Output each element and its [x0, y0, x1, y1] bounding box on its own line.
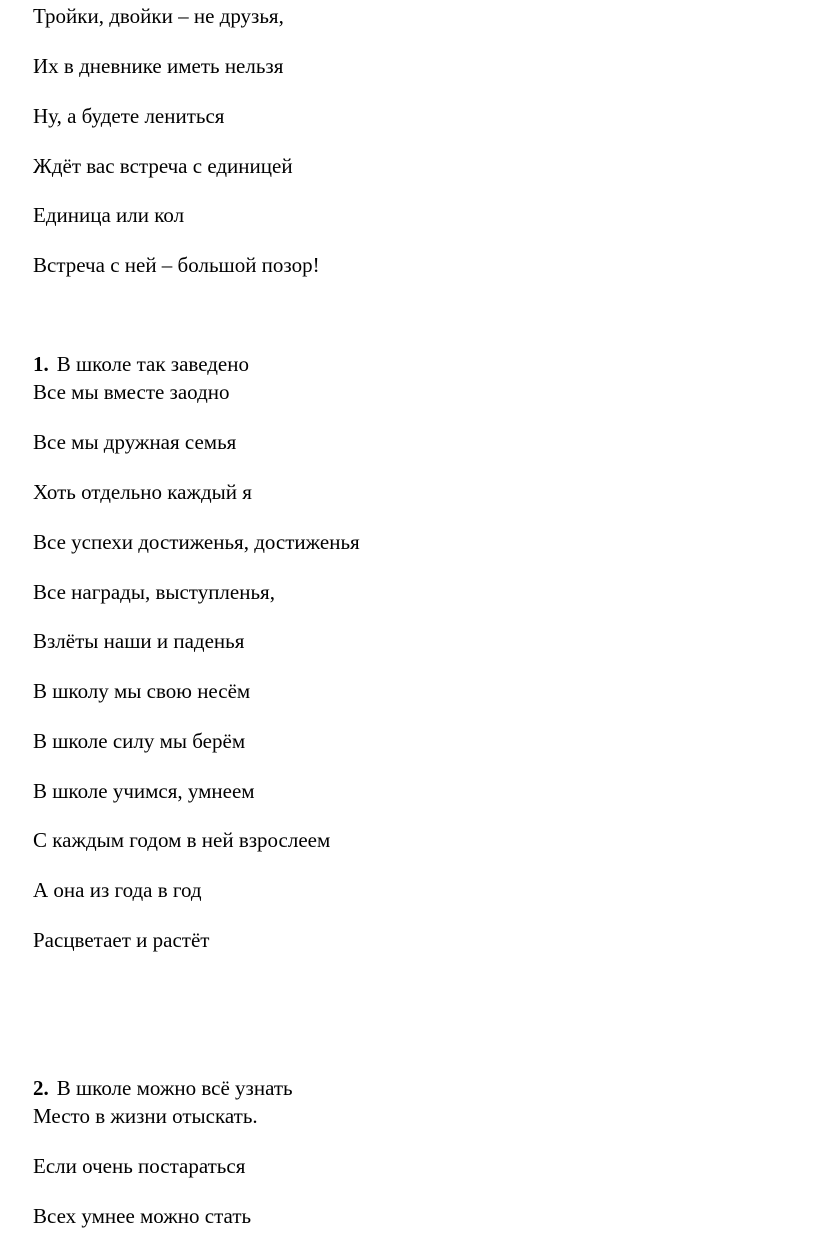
- verse-1-line: Все успехи достиженья, достиженья: [33, 530, 360, 554]
- intro-line: Единица или кол: [33, 203, 185, 227]
- intro-line: Их в дневнике иметь нельзя: [33, 54, 284, 78]
- intro-line: Тройки, двойки – не друзья,: [33, 4, 284, 28]
- intro-line: Встреча с ней – большой позор!: [33, 253, 320, 277]
- verse-1-heading: [33, 352, 249, 376]
- verse-1-line: Все мы вместе заодно: [33, 380, 230, 404]
- verse-number: 2.: [33, 1076, 49, 1100]
- verse-1-line: В школу мы свою несём: [33, 679, 251, 703]
- verse-first-line: В школе так заведено: [56, 352, 249, 376]
- verse-1-line: В школе силу мы берём: [33, 729, 246, 753]
- verse-1-line: С каждым годом в ней взрослеем: [33, 828, 331, 852]
- verse-1-line: Все награды, выступленья,: [33, 580, 275, 604]
- verse-number: 1.: [33, 352, 49, 376]
- verse-1-line: Все мы дружная семья: [33, 430, 237, 454]
- verse-1-line: В школе учимся, умнеем: [33, 779, 255, 803]
- verse-1-line: Взлёты наши и паденья: [33, 629, 245, 653]
- verse-2-heading: [33, 1076, 293, 1100]
- intro-line: Ну, а будете лениться: [33, 104, 225, 128]
- verse-2-line: Всех умнее можно стать: [33, 1204, 252, 1228]
- verse-1-line: Хоть отдельно каждый я: [33, 480, 252, 504]
- verse-first-line: В школе можно всё узнать: [56, 1076, 293, 1100]
- verse-1-line: Расцветает и растёт: [33, 928, 210, 952]
- verse-2-line: Место в жизни отыскать.: [33, 1104, 258, 1128]
- intro-line: Ждёт вас встреча с единицей: [33, 154, 293, 178]
- verse-1-line: А она из года в год: [33, 878, 202, 902]
- verse-2-line: Если очень постараться: [33, 1154, 246, 1178]
